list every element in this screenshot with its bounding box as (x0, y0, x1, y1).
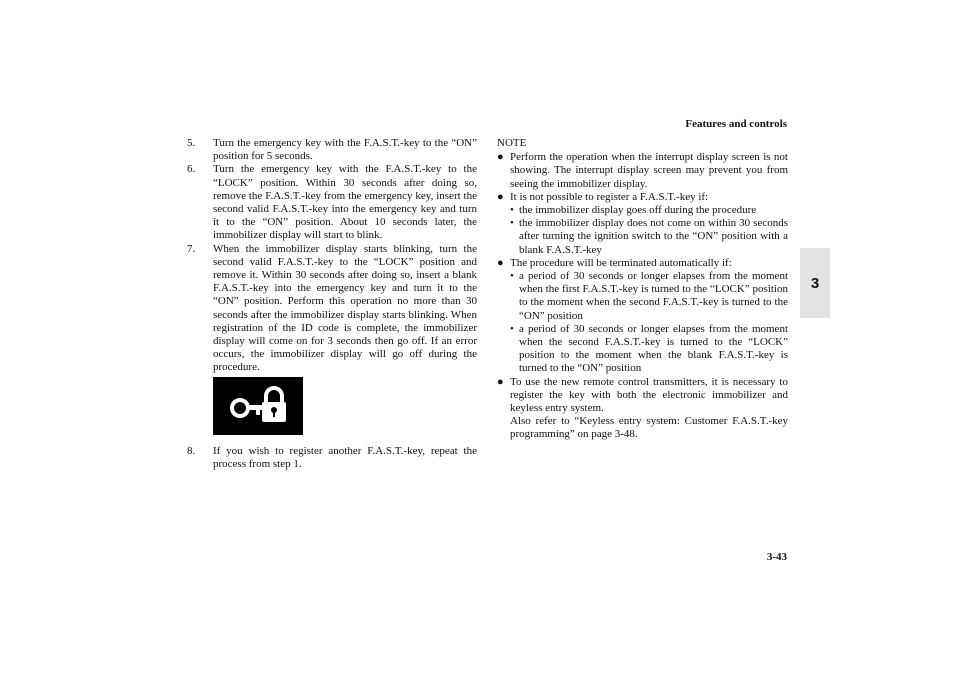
step-item (187, 445, 477, 471)
note-subitem (510, 270, 788, 323)
step-number: 8. (187, 444, 196, 457)
bullet-icon: ● (497, 151, 504, 164)
step-text: Turn the emergency key with the F.A.S.T.-key to the “LOCK” position. Within 30 seconds after doing so, remove the F.A.S.T.-key from the emergency key, insert the second valid F.A.S.T.-key into the emergency key and turn it to the “ON” position. About 10 seconds later, the immobilizer display will start to blink. (213, 163, 477, 242)
sub-bullet-icon: • (510, 217, 514, 230)
note-subtext: the immobilizer display goes off during the procedure (519, 204, 757, 217)
sub-bullet-icon: • (510, 322, 514, 335)
note-text: It is not possible to register a F.A.S.T.-key if: (510, 190, 709, 203)
step-number: 6. (187, 163, 196, 176)
step-item (187, 243, 477, 375)
step-number: 7. (187, 242, 196, 255)
step-item (187, 163, 477, 242)
note-subtext: a period of 30 seconds or longer elapses from the moment when the first F.A.S.T.-key is turned to the “LOCK” position to the moment when the second F.A.S.T.-key is turned to the “ON” position (519, 270, 788, 322)
note-subitem (510, 204, 788, 217)
note-text: Perform the operation when the interrupt display screen is not showing. The interrupt display screen may prevent you from seeing the immobilizer display. (510, 151, 788, 190)
running-header: Features and controls (685, 118, 787, 130)
sub-bullet-icon: • (510, 270, 514, 283)
immobilizer-display-image (213, 377, 303, 435)
bullet-icon: ● (497, 256, 504, 269)
step-text: Turn the emergency key with the F.A.S.T.-key to the “ON” position for 5 seconds. (213, 137, 477, 163)
section-tab: 3 (800, 248, 830, 318)
note-bullet (497, 257, 788, 376)
note-text: To use the new remote control transmitters, it is necessary to register the key with both the electronic immobilizer and keyless entry system. (510, 375, 788, 415)
note-column (497, 137, 788, 442)
note-bullet (497, 376, 788, 442)
note-subtext: a period of 30 seconds or longer elapses from the moment when the second F.A.S.T.-key is turned to the “LOCK” position to the moment when the blank F.A.S.T.-key is turned to the “ON” position (519, 322, 788, 375)
sub-bullet-icon: • (510, 204, 514, 217)
note-bullet (497, 151, 788, 191)
step-item (187, 137, 477, 163)
note-text: The procedure will be terminated automatically if: (510, 256, 732, 269)
note-reference: Also refer to “Keyless entry system: Customer F.A.S.T.-key programming” on page 3-48. (510, 415, 788, 441)
bullet-icon: ● (497, 190, 504, 203)
note-subitem (510, 323, 788, 376)
note-subtext: the immobilizer display does not come on within 30 seconds after turning the ignition switch to the “ON” position with a blank F.A.S.T.-key (519, 217, 788, 256)
left-column (187, 137, 477, 471)
note-bullet (497, 191, 788, 257)
bullet-icon: ● (497, 375, 504, 388)
key-lock-icon (226, 386, 290, 426)
step-text: When the immobilizer display starts blinking, turn the second valid F.A.S.T.-key to the “LOCK” position and remove it. Within 30 seconds after doing so, insert a blank F.A.S.T.-key into the emergency key and turn it to the “ON” position. Perform this operation no more than 30 seconds after the immobilizer display starts blinking. When registration of the ID code is complete, the immobilizer display will come on for 3 seconds then go off. If an error occurs, the immobilizer display will go off during the procedure. (213, 242, 477, 374)
note-title: NOTE (497, 137, 527, 149)
step-text: If you wish to register another F.A.S.T.-key, repeat the process from step 1. (213, 444, 477, 470)
note-subitem (510, 217, 788, 257)
page-number: 3-43 (766, 551, 787, 563)
step-number: 5. (187, 137, 196, 149)
